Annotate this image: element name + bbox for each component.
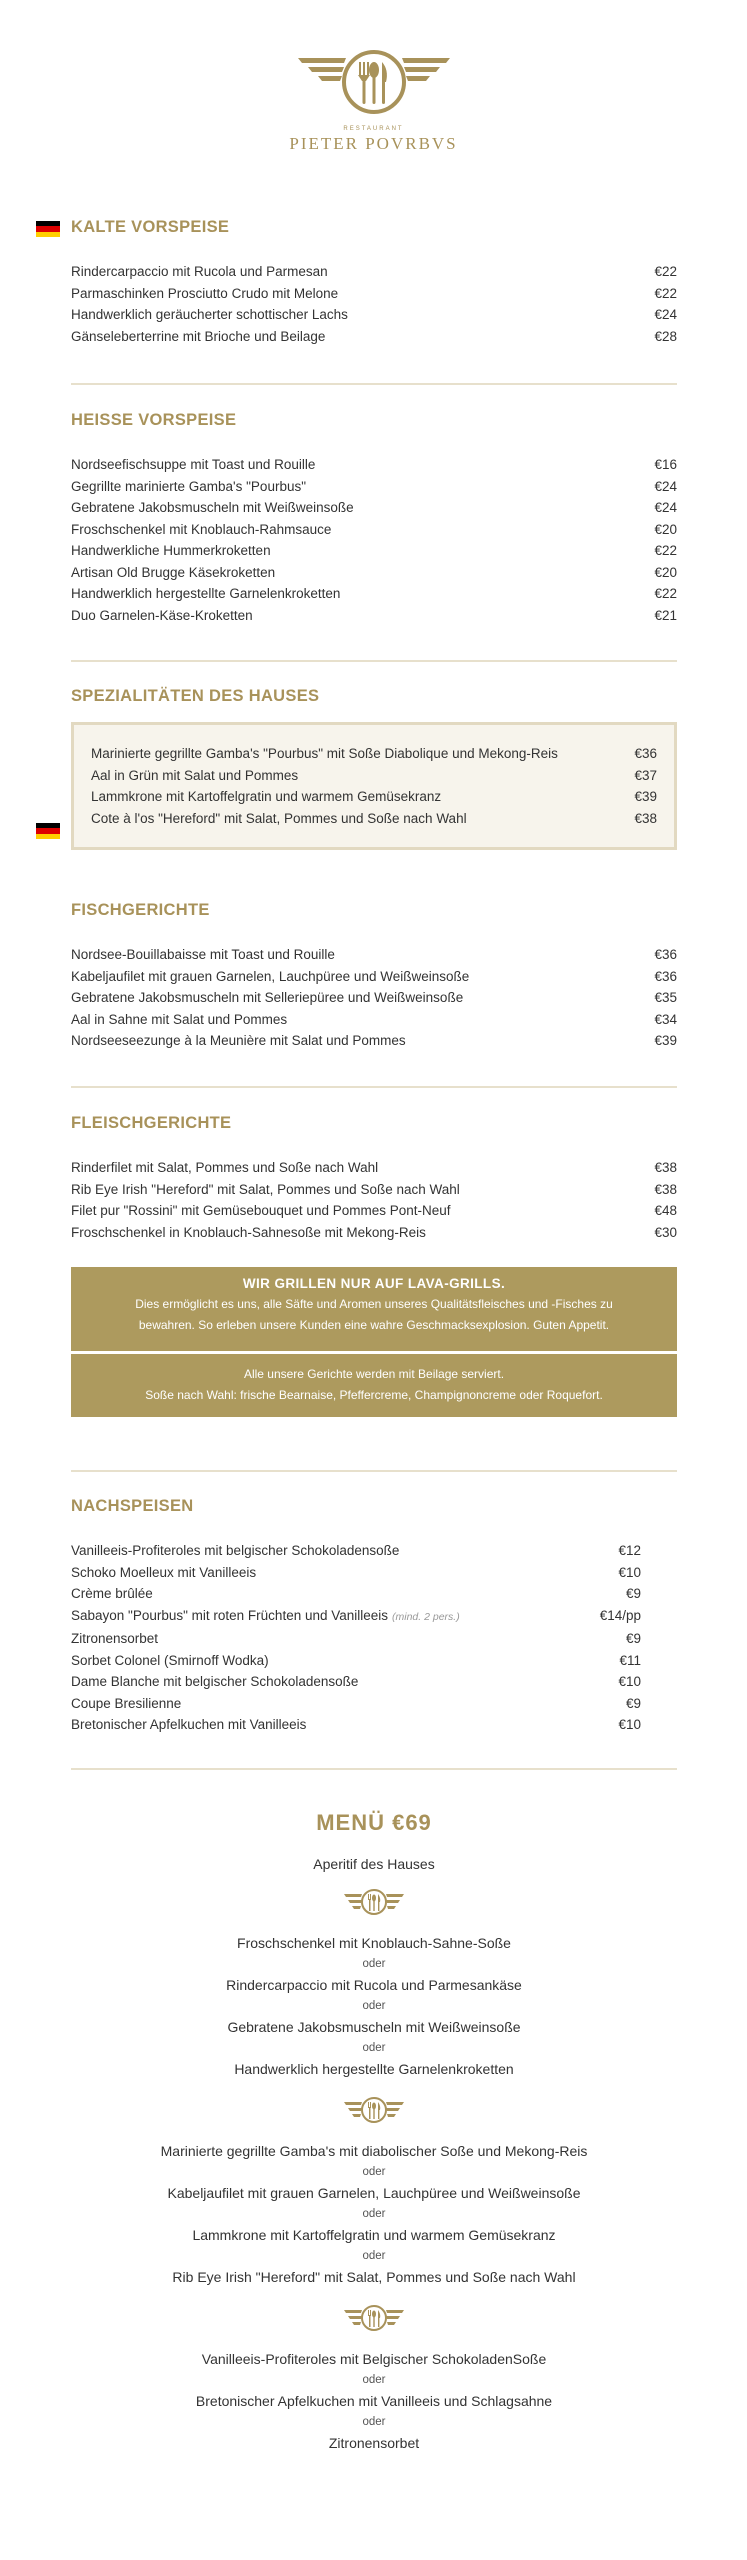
menu-item <box>91 808 657 830</box>
set-menu-dish: Gebratene Jakobsmuscheln mit Weißweinsoße <box>227 2019 521 2035</box>
dish-price: €22 <box>654 285 677 301</box>
dish-price: €24 <box>654 307 677 322</box>
menu-item <box>71 944 677 966</box>
set-menu-dish: Lammkrone mit Kartoffelgratin und warmem Gemüsekranz <box>192 2227 556 2243</box>
menu-item <box>71 1650 641 1672</box>
menu-item <box>91 765 657 787</box>
oder-separator: oder <box>362 2000 386 2012</box>
set-menu <box>71 1810 677 2454</box>
divider <box>71 1470 677 1472</box>
dish-name: Gebratene Jakobsmuscheln mit Selleriepüree und Weißweinsoße <box>71 990 464 1005</box>
menu-item <box>71 1693 641 1715</box>
dish-name: Handwerklich hergestellte Garnelenkroketten <box>71 586 341 601</box>
oder-separator: oder <box>362 2166 386 2178</box>
menu-item <box>91 786 657 808</box>
divider <box>71 660 677 662</box>
dish-name-wrap <box>71 1605 460 1629</box>
dish-name: Rindercarpaccio mit Rucola und Parmesan <box>71 264 328 279</box>
menu-item <box>71 966 677 988</box>
menu-item <box>71 261 677 283</box>
dish-name: Schoko Moelleux mit Vanilleeis <box>71 1564 257 1580</box>
dish-name: Handwerkliche Hummerkroketten <box>71 543 271 558</box>
menu-item <box>71 605 677 627</box>
set-menu-dish: Zitronensorbet <box>328 2435 420 2451</box>
specialities-box <box>71 722 677 850</box>
menu-item <box>71 283 677 305</box>
menu-item <box>71 454 677 476</box>
dish-price: €37 <box>634 767 657 783</box>
menu-item <box>71 1628 641 1650</box>
set-menu-dish: Vanilleeis-Profiteroles mit Belgischer SchokoladenSoße <box>201 2351 547 2367</box>
dish-price: €9 <box>625 1695 641 1711</box>
dish-name: Handwerklich geräucherter schottischer Lachs <box>71 307 348 322</box>
dish-name: Filet pur "Rossini" mit Gemüsebouquet und Pommes Pont-Neuf <box>71 1203 451 1218</box>
menu-item <box>71 1179 677 1201</box>
divider <box>71 1086 677 1088</box>
set-menu-dish: Rib Eye Irish "Hereford" mit Salat, Pommes und Soße nach Wahl <box>172 2269 576 2285</box>
set-menu-dish: Handwerklich hergestellte Garnelenkroketten <box>234 2061 514 2077</box>
menu-item <box>71 987 677 1009</box>
menu-item <box>71 497 677 519</box>
section-title: HEISSE VORSPEISE <box>71 411 237 429</box>
dish-name: Cote à l'os "Hereford" mit Salat, Pommes und Soße nach Wahl <box>91 810 467 826</box>
dish-name: Coupe Bresilienne <box>71 1695 182 1711</box>
dish-note: (mind. 2 pers.) <box>392 1610 460 1623</box>
menu-item <box>91 743 657 765</box>
menu-item <box>71 1200 677 1222</box>
set-menu-dish: Marinierte gegrillte Gamba's mit diabolischer Soße und Mekong-Reis <box>160 2143 588 2159</box>
dish-price: €20 <box>654 564 677 580</box>
section-fleischgerichte <box>71 1114 677 1417</box>
menu-item <box>71 1157 677 1179</box>
menu-item <box>71 1562 641 1584</box>
dish-price: €9 <box>625 1631 641 1646</box>
cutlery-divider-icon <box>342 1886 406 1918</box>
dish-price: €36 <box>654 968 677 984</box>
dish-name: Gegrillte marinierte Gamba's "Pourbus" <box>71 478 307 494</box>
oder-separator: oder <box>362 2042 386 2054</box>
oder-separator: oder <box>362 2250 386 2262</box>
dish-price: €21 <box>654 607 677 623</box>
dish-price: €28 <box>654 328 677 344</box>
dish-name: Duo Garnelen-Käse-Kroketten <box>71 607 253 623</box>
logo-subtitle: RESTAURANT <box>343 126 404 132</box>
menu-item <box>71 1009 677 1031</box>
menu-item <box>71 476 677 498</box>
oder-separator: oder <box>362 2208 386 2220</box>
dish-price: €48 <box>654 1203 677 1218</box>
grill-info-line: Dies ermöglicht es uns, alle Säfte und Aromen unseres Qualitätsfleisches und -Fisches zu <box>135 1297 613 1311</box>
dish-name: Sorbet Colonel (Smirnoff Wodka) <box>71 1652 269 1668</box>
menu-item <box>71 583 677 605</box>
oder-separator: oder <box>362 2374 386 2386</box>
dish-name: Gebratene Jakobsmuscheln mit Weißweinsoße <box>71 500 354 515</box>
set-menu-dish: Bretonischer Apfelkuchen mit Vanilleeis und Schlagsahne <box>195 2393 553 2409</box>
menu-list <box>71 261 677 347</box>
cutlery-divider-icon <box>342 2094 406 2126</box>
dish-name: Sabayon "Pourbus" mit roten Früchten und Vanilleeis <box>71 1607 389 1623</box>
menu-item <box>71 1030 677 1052</box>
menu-list <box>71 944 677 1052</box>
dish-price: €22 <box>654 543 677 558</box>
dish-name: Zitronensorbet <box>71 1631 159 1646</box>
dish-name: Aal in Sahne mit Salat und Pommes <box>71 1011 288 1027</box>
dish-name: Rinderfilet mit Salat, Pommes und Soße nach Wahl <box>71 1160 379 1175</box>
cutlery-wings-logo-icon <box>294 48 454 122</box>
section-title: FLEISCHGERICHTE <box>71 1114 232 1132</box>
grill-info-line: bewahren. So erleben unsere Kunden eine wahre Geschmacksexplosion. Guten Appetit. <box>138 1318 610 1332</box>
section-title: SPEZIALITÄTEN DES HAUSES <box>71 687 320 705</box>
menu-list <box>71 454 677 626</box>
section-title: KALTE VORSPEISE <box>71 218 230 236</box>
menu-list <box>71 1157 677 1243</box>
dish-name: Rib Eye Irish "Hereford" mit Salat, Pommes und Soße nach Wahl <box>71 1181 460 1197</box>
dish-price: €38 <box>654 1160 677 1175</box>
divider <box>71 1768 677 1770</box>
menu-item <box>71 1583 641 1605</box>
set-menu-dish: Kabeljaufilet mit grauen Garnelen, Lauchpüree und Weißweinsoße <box>167 2185 581 2201</box>
dish-name: Dame Blanche mit belgischer Schokoladensoße <box>71 1674 359 1689</box>
section-kalte-vorspeise <box>71 218 677 347</box>
dish-price: €35 <box>654 990 677 1005</box>
dish-name: Gänseleberterrine mit Brioche und Beilage <box>71 328 326 344</box>
dish-name: Lammkrone mit Kartoffelgratin und warmem Gemüsekranz <box>91 789 442 804</box>
dish-price: €16 <box>654 457 677 472</box>
section-spezialitaeten <box>71 687 677 850</box>
dish-name: Nordseeseezunge à la Meunière mit Salat und Pommes <box>71 1033 406 1048</box>
section-fischgerichte <box>71 901 677 1052</box>
german-flag-icon[interactable] <box>36 221 60 237</box>
dish-price: €36 <box>634 746 657 761</box>
side-info-line: Alle unsere Gerichte werden mit Beilage serviert. <box>243 1367 505 1381</box>
dish-name: Kabeljaufilet mit grauen Garnelen, Lauchpüree und Weißweinsoße <box>71 968 470 984</box>
dish-price: €24 <box>654 478 677 494</box>
dish-name: Froschschenkel mit Knoblauch-Rahmsauce <box>71 521 332 537</box>
dish-name: Nordsee-Bouillabaisse mit Toast und Rouille <box>71 947 335 962</box>
dish-price: €34 <box>654 1011 677 1027</box>
set-menu-dish: Rindercarpaccio mit Rucola und Parmesankäse <box>226 1977 522 1993</box>
section-title: NACHSPEISEN <box>71 1497 194 1515</box>
dish-price: €22 <box>654 586 677 601</box>
menu-item <box>71 1540 641 1562</box>
dish-name: Crème brûlée <box>71 1586 153 1601</box>
dish-name: Artisan Old Brugge Käsekroketten <box>71 564 276 580</box>
grill-info-box <box>71 1267 677 1351</box>
dish-name: Bretonischer Apfelkuchen mit Vanilleeis <box>71 1717 307 1732</box>
german-flag-icon[interactable] <box>36 823 60 839</box>
dish-price: €9 <box>625 1586 641 1601</box>
menu-item <box>71 562 677 584</box>
restaurant-logo <box>0 48 747 154</box>
menu-item <box>71 1671 641 1693</box>
set-menu-title: MENÜ €69 <box>316 1810 432 1835</box>
dish-price: €10 <box>618 1564 641 1580</box>
grill-info-title: WIR GRILLEN NUR AUF LAVA-GRILLS. <box>242 1276 506 1291</box>
dish-price: €30 <box>654 1224 677 1240</box>
menu-item <box>71 1222 677 1244</box>
dish-price: €22 <box>654 264 677 279</box>
dish-price: €10 <box>618 1717 641 1732</box>
menu-list <box>91 743 657 829</box>
side-info-box <box>71 1354 677 1417</box>
dish-price: €14/pp <box>599 1607 641 1623</box>
dish-name: Vanilleeis-Profiteroles mit belgischer Schokoladensoße <box>71 1543 400 1558</box>
dish-price: €20 <box>654 521 677 537</box>
menu-list <box>71 1540 641 1736</box>
set-menu-dish: Froschschenkel mit Knoblauch-Sahne-Soße <box>237 1935 511 1951</box>
dish-price: €11 <box>619 1652 641 1668</box>
menu-item <box>71 326 677 348</box>
menu-item <box>71 1714 641 1736</box>
oder-separator: oder <box>362 2416 386 2428</box>
menu-item <box>71 519 677 541</box>
menu-item <box>71 1605 641 1629</box>
side-info-line: Soße nach Wahl: frische Bearnaise, Pfeffercreme, Champignoncreme oder Roquefort. <box>145 1388 603 1402</box>
restaurant-name: PIETER POVRBVS <box>289 134 458 153</box>
dish-price: €10 <box>618 1674 641 1689</box>
cutlery-divider-icon <box>342 2302 406 2334</box>
dish-price: €12 <box>618 1543 641 1558</box>
section-title: FISCHGERICHTE <box>71 901 210 919</box>
dish-price: €24 <box>654 500 677 515</box>
dish-price: €36 <box>654 947 677 962</box>
dish-name: Parmaschinken Prosciutto Crudo mit Melone <box>71 285 339 301</box>
dish-name: Nordseefischsuppe mit Toast und Rouille <box>71 457 316 472</box>
section-nachspeisen <box>71 1497 677 1736</box>
dish-price: €39 <box>654 1033 677 1048</box>
dish-name: Aal in Grün mit Salat und Pommes <box>91 767 299 783</box>
dish-price: €38 <box>634 810 657 826</box>
menu-item <box>71 540 677 562</box>
dish-price: €39 <box>634 789 657 804</box>
oder-separator: oder <box>362 1958 386 1970</box>
dish-name: Froschschenkel in Knoblauch-Sahnesoße mit Mekong-Reis <box>71 1224 426 1240</box>
dish-name: Marinierte gegrillte Gamba's "Pourbus" mit Soße Diabolique und Mekong-Reis <box>91 746 558 761</box>
menu-item <box>71 304 677 326</box>
section-heisse-vorspeise <box>71 411 677 626</box>
divider <box>71 383 677 385</box>
aperitif-line: Aperitif des Hauses <box>313 1856 435 1872</box>
dish-price: €38 <box>654 1181 677 1197</box>
